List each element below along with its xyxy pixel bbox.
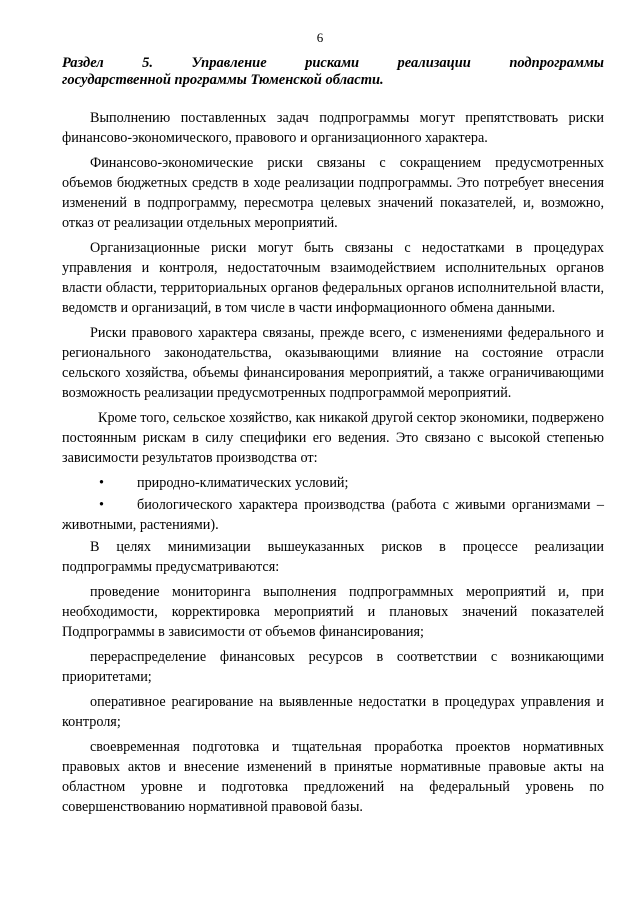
paragraph-agriculture-risks: Кроме того, сельское хозяйство, как никакой другой сектор экономики, подвержено постоянным рискам в силу специфики его ведения. Это связано с высокой степенью зависимости результатов производства от: [62,410,604,466]
heading-word: 5. [142,55,154,71]
heading-line-1 [62,55,604,72]
document-body [62,108,604,822]
bullet-text: биологического характера производства (работа с живыми организмами – животными, растениями). [62,497,604,533]
heading-word: рисками [305,55,360,71]
heading-word: подпрограммы [509,55,604,71]
bullet-glyph: • [99,475,104,491]
measure-item: своевременная подготовка и тщательная проработка проектов нормативных правовых актов и внесение изменений в принятые нормативные правовые акты на областном уровне и подготовка предложений на федеральный уровень по совершенствованию нормативной правовой базы. [62,739,604,815]
heading-word: Управление [191,55,267,71]
paragraph-financial-risks: Финансово-экономические риски связаны с сокращением предусмотренных объемов бюджетных средств в ходе реализации подпрограммы. Это потребует внесения изменений в подпрограмму, пересмотра целевых значений показателей, и, возможно, отказ от реализации отдельных мероприятий. [62,155,604,231]
heading-line-2: государственной программы Тюменской области. [62,72,384,88]
measure-item: проведение мониторинга выполнения подпрограммных мероприятий и, при необходимости, корректировка мероприятий и плановых значений показателей Подпрограммы в зависимости от объемов финансирования; [62,584,604,640]
bullet-glyph: • [99,497,104,513]
bullet-item [62,495,604,535]
page-number: 6 [316,30,324,45]
bullet-item [62,473,604,493]
heading-word: реализации [397,55,471,71]
heading-word: Раздел [62,55,104,71]
paragraph-legal-risks: Риски правового характера связаны, прежде всего, с изменениями федерального и регионального законодательства, оказывающими влияние на состояние отрасли сельского хозяйства, объемы финансирования мероприятий, а также ограничивающими возможность реализации предусмотренных подпрограммой мероприятий. [62,325,604,401]
paragraph-measures-intro: В целях минимизации вышеуказанных рисков в процессе реализации подпрограммы предусматриваются: [62,539,604,575]
paragraph-intro: Выполнению поставленных задач подпрограммы могут препятствовать риски финансово-экономического, правового и организационного характера. [62,110,604,146]
measure-item: перераспределение финансовых ресурсов в соответствии с возникающими приоритетами; [62,649,604,685]
paragraph-organizational-risks: Организационные риски могут быть связаны с недостатками в процедурах управления и контроля, недостаточным взаимодействием исполнительных органов власти области, территориальных органов федеральных органов исполнительной власти, ведомств и организаций, в том числе в части информационного обмена данными. [62,240,604,316]
section-heading [62,55,604,89]
measure-item: оперативное реагирование на выявленные недостатки в процедурах управления и контроля; [62,694,604,730]
bullet-text: природно-климатических условий; [137,475,349,491]
